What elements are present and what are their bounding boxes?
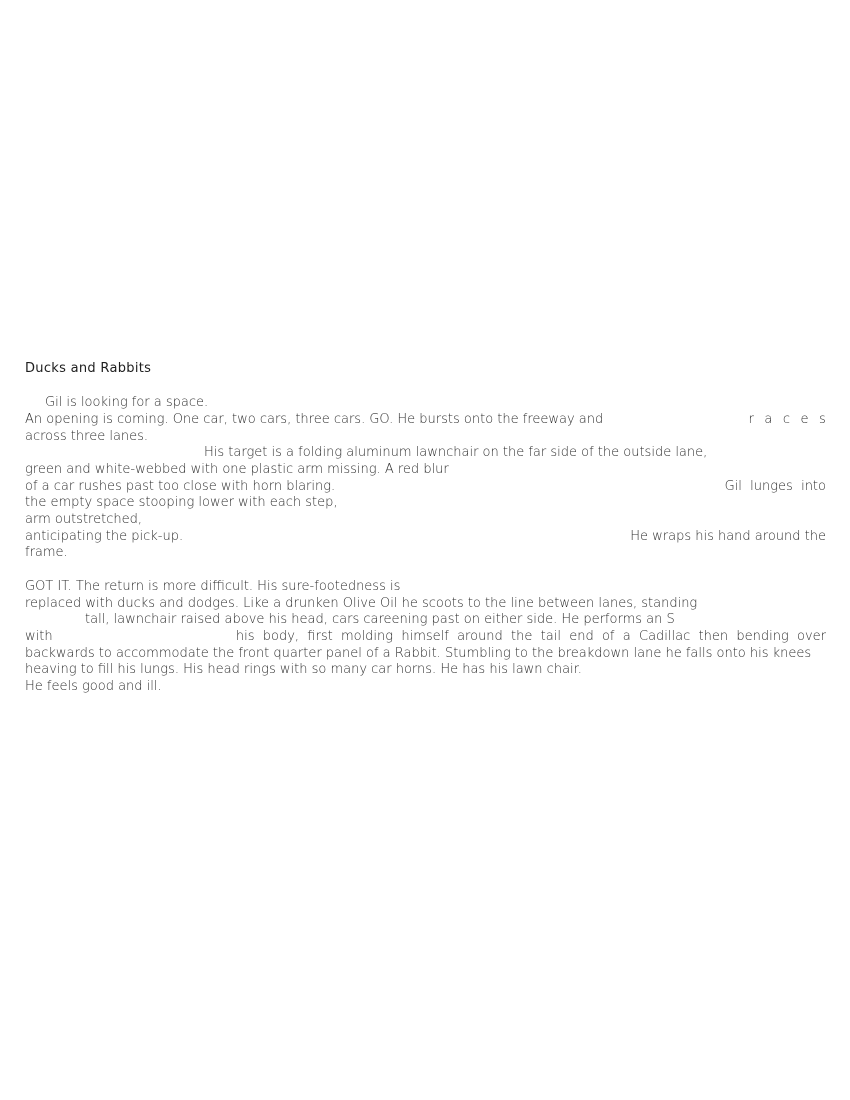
text-line: anticipating the pick-up. [25,529,184,544]
text-line: across three lanes. [25,429,149,444]
text-line: An opening is coming. One car, two cars, three cars. GO. He bursts onto the freeway and [25,412,604,427]
text-line: arm outstretched, [25,512,142,527]
text-line: Gil is looking for a space. [45,395,209,410]
document-title: Ducks and Rabbits [25,361,152,376]
text-line: of a car rushes past too close with horn blaring. [25,479,336,494]
text-line: He feels good and ill. [25,679,162,694]
text-line: heaving to fill his lungs. His head rings with so many car horns. He has his lawn chair. [25,662,582,677]
text-line: frame. [25,545,68,560]
text-line: with [25,629,53,644]
text-line: r a c e s [748,412,829,427]
text-line: His target is a folding aluminum lawnchair on the far side of the outside lane, [204,445,708,460]
text-line: tall, lawnchair raised above his head, cars careening past on either side. He performs an S [85,612,675,627]
text-line: GOT IT. The return is more difficult. His sure-footedness is [25,579,401,594]
text-line: replaced with ducks and dodges. Like a drunken Olive Oil he scoots to the line between lanes, standing [25,596,698,611]
text-line: the empty space stooping lower with each step, [25,495,338,510]
text-line: his body, first molding himself around the tail end of a Cadillac then bending over [235,629,826,644]
text-line: He wraps his hand around the [630,529,826,544]
text-line: backwards to accommodate the front quarter panel of a Rabbit. Stumbling to the breakdown lane he falls onto his knees [25,646,812,661]
text-line: green and white-webbed with one plastic arm missing. A red blur [25,462,449,477]
text-line: Gil lunges into [724,479,826,494]
